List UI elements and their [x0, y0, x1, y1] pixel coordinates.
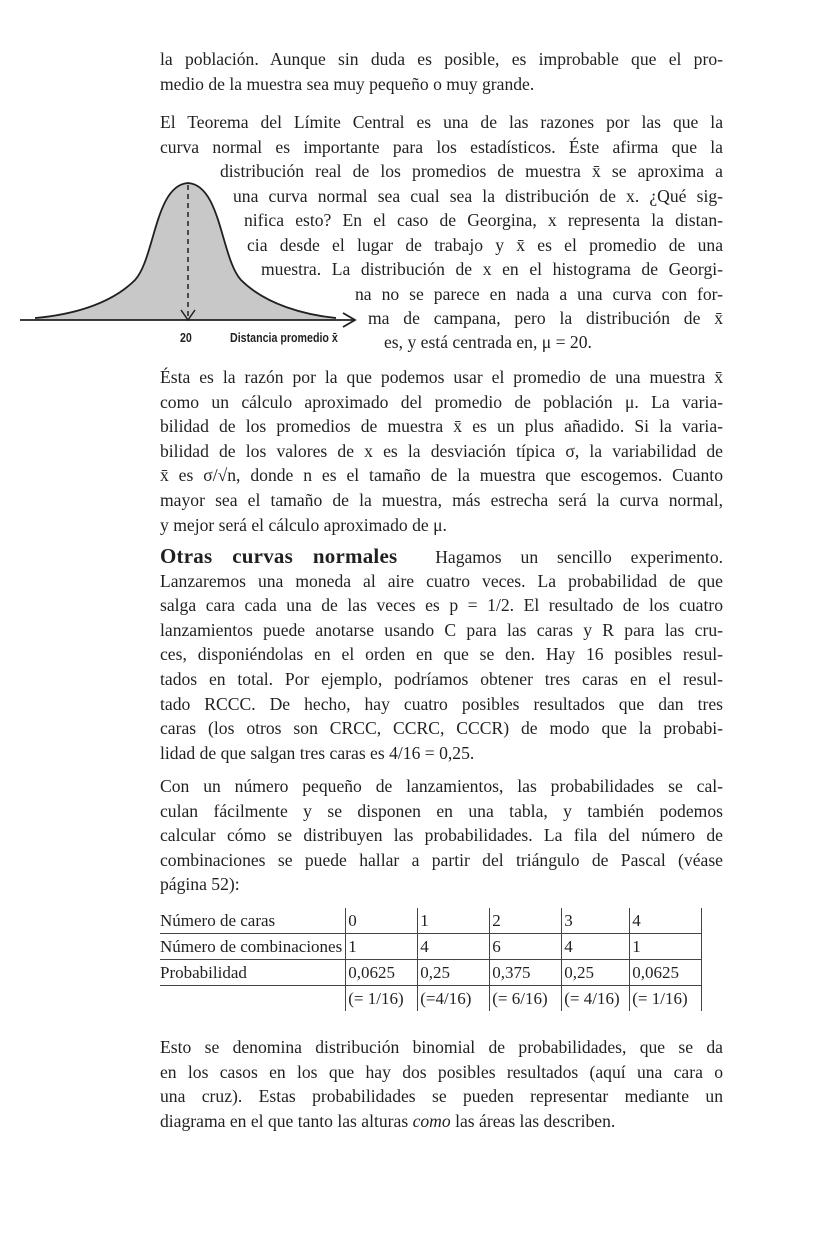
text-line: combinaciones se puede hallar a partir del triángulo de Pascal (véase — [160, 849, 723, 870]
table-cell: 0,25 — [562, 960, 630, 986]
table-cell: 4 — [418, 934, 490, 960]
text-line: Con un número pequeño de lanzamientos, las probabilidades se cal- — [160, 776, 723, 796]
table-cell: (=4/16) — [418, 986, 490, 1012]
table-cell: (= 1/16) — [630, 986, 702, 1012]
text-line: es, y está centrada en, μ = 20. — [384, 332, 592, 352]
emphasis-text: como — [412, 1110, 451, 1131]
text-line: bilidad de los valores de x es la desviación típica σ, la variabilidad de — [160, 440, 723, 461]
text-line: en los casos en los que hay dos posibles resultados (aquí una cara o — [160, 1061, 723, 1082]
paragraph-binomial — [160, 1035, 723, 1133]
text-line: como un cálculo aproximado del promedio de población μ. La varia- — [160, 391, 723, 412]
bell-curve-chart — [0, 150, 380, 360]
text-run: diagrama en el que tanto las alturas — [160, 1110, 413, 1131]
curve-area — [35, 183, 336, 320]
table-cell: 0,0625 — [630, 960, 702, 986]
table-cell: 3 — [562, 908, 630, 934]
text-line: página 52): — [160, 874, 240, 895]
binomial-table — [160, 908, 702, 1011]
text-line: caras (los otros son CRCC, CCRC, CCCR) de modo que la probabi- — [160, 718, 723, 739]
text-line: distribución real de los promedios de muestra x̄ se aproxima a — [220, 161, 723, 181]
table-row — [160, 908, 702, 934]
text-line: cia desde el lugar de trabajo y x̄ es el promedio de una — [247, 235, 723, 255]
table-row — [160, 934, 702, 960]
text-line: mayor sea el tamaño de la muestra, más estrecha será la curva normal, — [160, 489, 723, 510]
table-cell: 4 — [562, 934, 630, 960]
text-line: Lanzaremos una moneda al aire cuatro veces. La probabilidad de que — [160, 570, 723, 591]
paragraph-intro — [160, 47, 723, 96]
mean-label: 20 — [180, 330, 192, 345]
text-line: medio de la muestra sea muy pequeño o muy grande. — [160, 73, 535, 94]
text-line: una curva normal sea cual sea la distribución de x. ¿Qué sig- — [233, 186, 723, 206]
table-cell: (= 4/16) — [562, 986, 630, 1012]
table-cell: 2 — [490, 908, 562, 934]
table-cell: (= 6/16) — [490, 986, 562, 1012]
row-label: Número de caras — [160, 908, 346, 934]
normal-curve-figure — [0, 150, 380, 360]
axis-label: Distancia promedio x̄ — [230, 330, 338, 345]
paragraph-sample-mean — [160, 365, 723, 537]
row-label: Probabilidad — [160, 960, 346, 986]
text-line: salga cara cada una de las veces es p = 1/2. El resultado de los cuatro — [160, 595, 723, 616]
text-line: ces, disponiéndolas en el orden en que se den. Hay 16 posibles resul- — [160, 644, 723, 665]
text-line: lanzamientos puede anotarse usando C para las caras y R para las cru- — [160, 619, 723, 640]
table-cell: (= 1/16) — [346, 986, 418, 1012]
row-label — [160, 986, 346, 1012]
text-line — [160, 544, 723, 569]
text-line: tado RCCC. De hecho, hay cuatro posibles resultados que dan tres — [160, 693, 723, 714]
text-line: una cruz). Estas probabilidades se pueden representar mediante un — [160, 1086, 723, 1107]
text-line: muestra. La distribución de x en el histograma de Georgi- — [261, 259, 723, 279]
table-cell: 0,375 — [490, 960, 562, 986]
text-line: Ésta es la razón por la que podemos usar el promedio de una muestra x̄ — [160, 367, 723, 387]
table-cell: 1 — [630, 934, 702, 960]
text-line: bilidad de los promedios de muestra x̄ es un plus añadido. Si la varia- — [160, 416, 723, 437]
table-cell: 1 — [418, 908, 490, 934]
section-heading: Otras curvas normales — [160, 544, 398, 568]
text-line: calcular cómo se distribuyen las probabilidades. La fila del número de — [160, 825, 723, 846]
text-line: El Teorema del Límite Central es una de las razones por las que la — [160, 112, 723, 132]
text-line: culan fácilmente y se disponen en una tabla, y también podemos — [160, 800, 723, 821]
heading-rest: Hagamos un sencillo experimento. — [435, 547, 724, 567]
text-line: Esto se denomina distribución binomial de probabilidades, que se da — [160, 1037, 723, 1057]
text-line: x̄ es σ/√n, donde n es el tamaño de la muestra que escogemos. Cuanto — [160, 465, 723, 486]
text-line: lidad de que salgan tres caras es 4/16 = 0,25. — [160, 742, 475, 763]
text-line: nifica esto? En el caso de Georgina, x representa la distan- — [244, 210, 723, 230]
table-row — [160, 960, 702, 986]
table-cell: 1 — [346, 934, 418, 960]
table-cell: 0,0625 — [346, 960, 418, 986]
paragraph-pascal — [160, 774, 723, 897]
table-cell: 0 — [346, 908, 418, 934]
text-line: la población. Aunque sin duda es posible, es improbable que el pro- — [160, 49, 723, 69]
text-line: y mejor será el cálculo aproximado de μ. — [160, 514, 447, 535]
text-line: curva normal es importante para los estadísticos. Éste afirma que la — [160, 136, 723, 157]
paragraph-other-normal-curves — [160, 544, 723, 765]
text-run: las áreas las describen. — [450, 1110, 616, 1131]
table-cell: 0,25 — [418, 960, 490, 986]
text-line — [160, 1109, 723, 1134]
text-line: ma de campana, pero la distribución de x̄ — [368, 308, 723, 328]
text-line: na no se parece en nada a una curva con for- — [355, 284, 723, 304]
table-row — [160, 986, 702, 1012]
text-line: tados en total. Por ejemplo, podríamos obtener tres caras en el resul- — [160, 668, 723, 689]
row-label: Número de combinaciones — [160, 934, 346, 960]
table-cell: 6 — [490, 934, 562, 960]
table-cell: 4 — [630, 908, 702, 934]
